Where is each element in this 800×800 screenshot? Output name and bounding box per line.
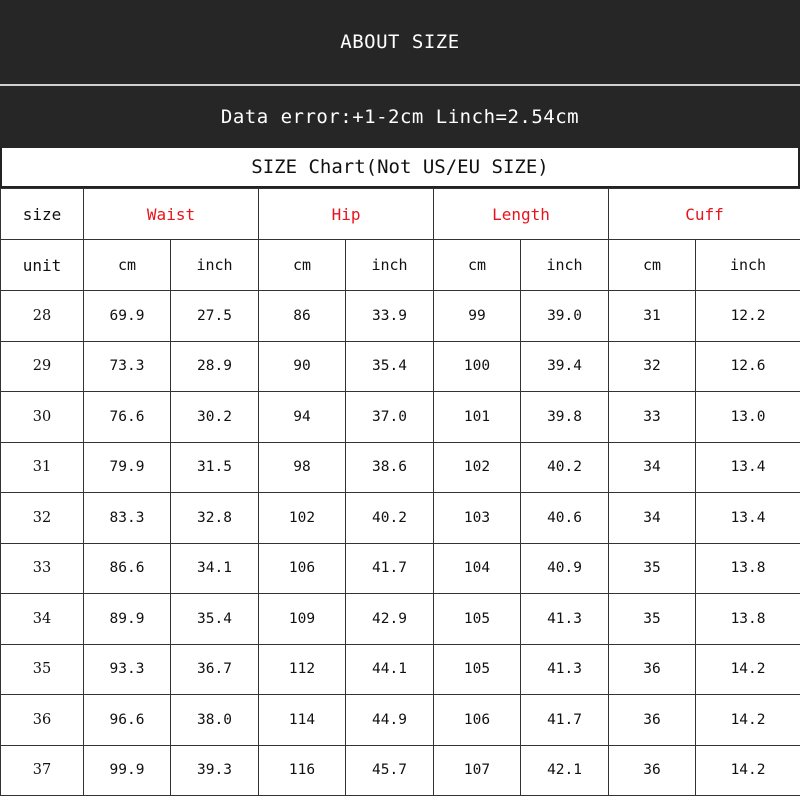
size-value-cell: 34 (1, 594, 84, 645)
measurement-cell: 102 (434, 442, 521, 493)
measurement-cell: 106 (434, 695, 521, 746)
measurement-cell: 42.1 (521, 745, 609, 796)
measurement-cell: 106 (259, 543, 346, 594)
measurement-cell: 83.3 (84, 493, 171, 544)
measurement-cell: 34 (609, 442, 696, 493)
measurement-cell: 13.8 (696, 594, 800, 645)
size-value-cell: 29 (1, 341, 84, 392)
size-value-cell: 35 (1, 644, 84, 695)
table-row (1, 695, 800, 746)
measurement-cell: 34.1 (171, 543, 259, 594)
measurement-cell: 36 (609, 695, 696, 746)
table-row (1, 594, 800, 645)
measurement-cell: 114 (259, 695, 346, 746)
unit-header: cm (434, 240, 521, 291)
measurement-cell: 41.7 (521, 695, 609, 746)
measurement-cell: 38.6 (346, 442, 434, 493)
table-row (1, 341, 800, 392)
measurement-cell: 104 (434, 543, 521, 594)
measurement-cell: 31 (609, 291, 696, 342)
table-unit-row (1, 240, 800, 291)
measurement-cell: 94 (259, 392, 346, 443)
size-chart-subtitle: SIZE Chart(Not US/EU SIZE) (0, 148, 800, 188)
unit-header: inch (696, 240, 800, 291)
data-error-note: Data error:+1-2cm Linch=2.54cm (220, 106, 580, 128)
unit-header: cm (259, 240, 346, 291)
measurement-cell: 100 (434, 341, 521, 392)
unit-header: cm (609, 240, 696, 291)
size-value-cell: 32 (1, 493, 84, 544)
measurement-cell: 99 (434, 291, 521, 342)
measurement-cell: 40.2 (346, 493, 434, 544)
table-row (1, 644, 800, 695)
measurement-cell: 14.2 (696, 695, 800, 746)
measurement-cell: 44.1 (346, 644, 434, 695)
measurement-cell: 39.4 (521, 341, 609, 392)
measurement-cell: 37.0 (346, 392, 434, 443)
table-row (1, 392, 800, 443)
measurement-cell: 13.0 (696, 392, 800, 443)
table-row (1, 493, 800, 544)
hip-header: Hip (259, 189, 434, 240)
measurement-cell: 40.2 (521, 442, 609, 493)
measurement-cell: 14.2 (696, 745, 800, 796)
measurement-cell: 102 (259, 493, 346, 544)
measurement-cell: 107 (434, 745, 521, 796)
measurement-cell: 73.3 (84, 341, 171, 392)
unit-column-header: unit (1, 240, 84, 291)
measurement-cell: 109 (259, 594, 346, 645)
size-value-cell: 33 (1, 543, 84, 594)
measurement-cell: 39.8 (521, 392, 609, 443)
unit-header: inch (171, 240, 259, 291)
data-error-banner (0, 86, 800, 148)
about-size-title: ABOUT SIZE (340, 31, 460, 53)
measurement-cell: 105 (434, 644, 521, 695)
table-row (1, 442, 800, 493)
size-chart-table (0, 188, 800, 796)
about-size-banner (0, 0, 800, 86)
measurement-cell: 28.9 (171, 341, 259, 392)
measurement-cell: 42.9 (346, 594, 434, 645)
measurement-cell: 36 (609, 745, 696, 796)
measurement-cell: 13.4 (696, 442, 800, 493)
table-row (1, 291, 800, 342)
measurement-cell: 96.6 (84, 695, 171, 746)
size-value-cell: 31 (1, 442, 84, 493)
measurement-cell: 14.2 (696, 644, 800, 695)
measurement-cell: 90 (259, 341, 346, 392)
measurement-cell: 40.9 (521, 543, 609, 594)
measurement-cell: 41.7 (346, 543, 434, 594)
measurement-cell: 35 (609, 594, 696, 645)
measurement-cell: 32 (609, 341, 696, 392)
measurement-cell: 31.5 (171, 442, 259, 493)
cuff-header: Cuff (609, 189, 800, 240)
table-row (1, 543, 800, 594)
size-value-cell: 37 (1, 745, 84, 796)
measurement-cell: 32.8 (171, 493, 259, 544)
measurement-cell: 99.9 (84, 745, 171, 796)
measurement-cell: 30.2 (171, 392, 259, 443)
measurement-cell: 35.4 (171, 594, 259, 645)
measurement-cell: 40.6 (521, 493, 609, 544)
measurement-cell: 39.3 (171, 745, 259, 796)
unit-header: inch (521, 240, 609, 291)
measurement-cell: 112 (259, 644, 346, 695)
measurement-cell: 93.3 (84, 644, 171, 695)
size-value-cell: 30 (1, 392, 84, 443)
measurement-cell: 34 (609, 493, 696, 544)
measurement-cell: 89.9 (84, 594, 171, 645)
length-header: Length (434, 189, 609, 240)
measurement-cell: 45.7 (346, 745, 434, 796)
measurement-cell: 101 (434, 392, 521, 443)
measurement-cell: 27.5 (171, 291, 259, 342)
measurement-cell: 36.7 (171, 644, 259, 695)
size-column-header: size (1, 189, 84, 240)
measurement-cell: 79.9 (84, 442, 171, 493)
measurement-cell: 12.2 (696, 291, 800, 342)
size-value-cell: 28 (1, 291, 84, 342)
measurement-cell: 44.9 (346, 695, 434, 746)
measurement-cell: 103 (434, 493, 521, 544)
measurement-cell: 69.9 (84, 291, 171, 342)
measurement-cell: 86 (259, 291, 346, 342)
measurement-cell: 41.3 (521, 594, 609, 645)
measurement-cell: 116 (259, 745, 346, 796)
measurement-cell: 35 (609, 543, 696, 594)
table-row (1, 745, 800, 796)
measurement-cell: 39.0 (521, 291, 609, 342)
measurement-cell: 13.4 (696, 493, 800, 544)
measurement-cell: 13.8 (696, 543, 800, 594)
measurement-cell: 86.6 (84, 543, 171, 594)
measurement-cell: 35.4 (346, 341, 434, 392)
measurement-cell: 98 (259, 442, 346, 493)
size-value-cell: 36 (1, 695, 84, 746)
measurement-cell: 38.0 (171, 695, 259, 746)
measurement-cell: 33.9 (346, 291, 434, 342)
measurement-cell: 33 (609, 392, 696, 443)
waist-header: Waist (84, 189, 259, 240)
measurement-cell: 41.3 (521, 644, 609, 695)
table-header-row (1, 189, 800, 240)
measurement-cell: 105 (434, 594, 521, 645)
measurement-cell: 36 (609, 644, 696, 695)
measurement-cell: 76.6 (84, 392, 171, 443)
measurement-cell: 12.6 (696, 341, 800, 392)
unit-header: cm (84, 240, 171, 291)
unit-header: inch (346, 240, 434, 291)
